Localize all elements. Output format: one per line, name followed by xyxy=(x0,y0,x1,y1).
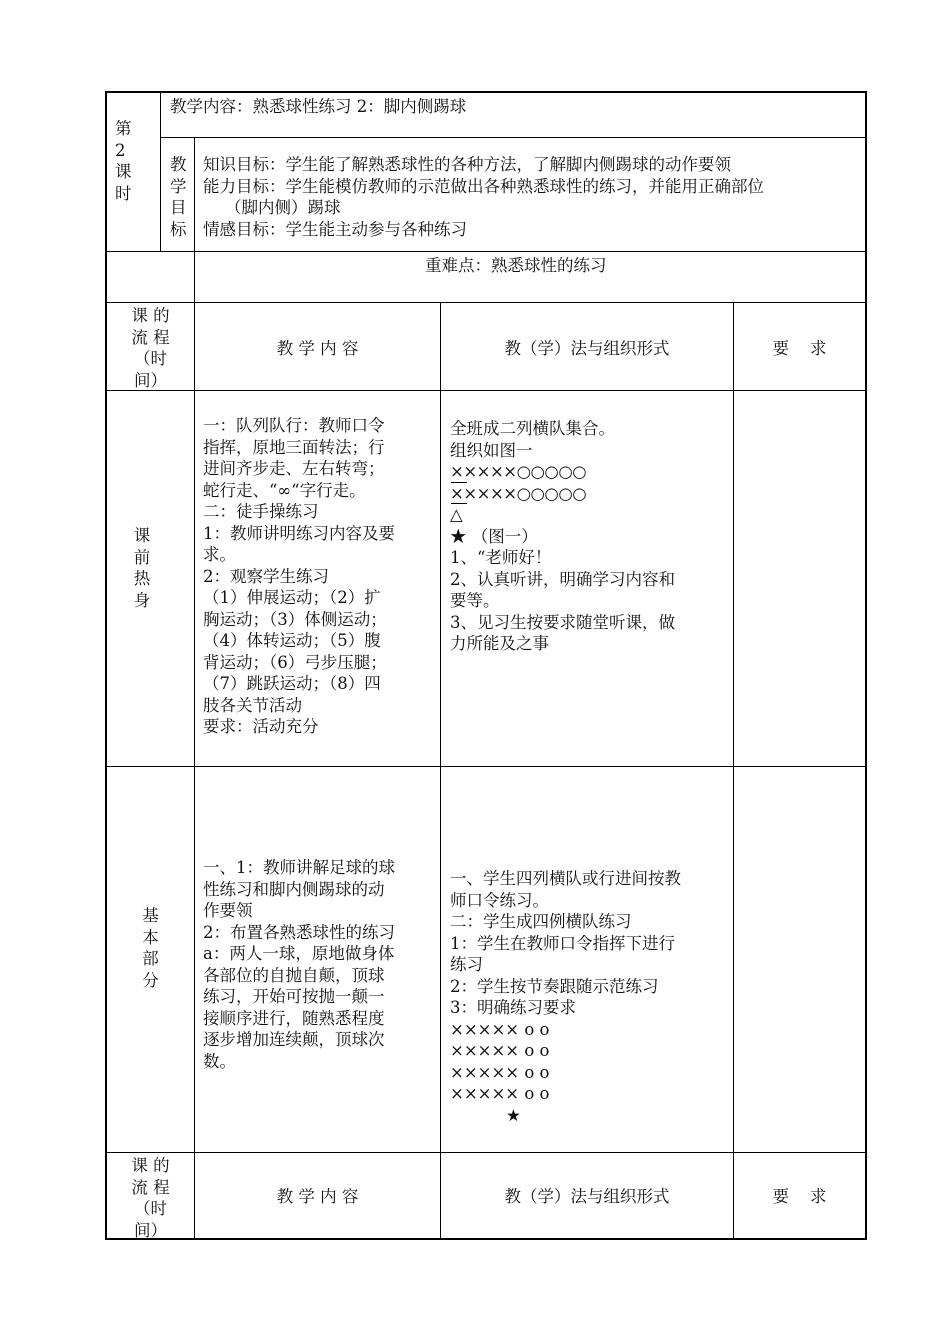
grid-line xyxy=(733,302,734,1239)
table-border-right xyxy=(865,91,867,1240)
column-process-header: 课 的 流 程 （时 间） xyxy=(131,306,170,390)
grid-line xyxy=(194,302,195,1239)
objectives-list xyxy=(203,154,764,240)
table-border-bottom xyxy=(105,1238,867,1240)
lesson-content-title: 教学内容：熟悉球性练习 2：脚内侧踢球 xyxy=(170,97,467,116)
formation-row: ××××× o o xyxy=(450,1019,550,1039)
figure-caption: ★ （图一） xyxy=(450,526,538,546)
column-content-header-repeat: 教 学 内 容 xyxy=(276,1187,359,1206)
grid-line xyxy=(105,302,866,303)
column-requirement-header-repeat: 要 求 xyxy=(772,1187,827,1206)
main-label: 基 本 部 分 xyxy=(142,906,159,990)
column-method-header-repeat: 教（学）法与组织形式 xyxy=(504,1187,670,1206)
objective-ability: 能力目标：学生能模仿教师的示范做出各种熟悉球性的练习，并能用正确部位 xyxy=(203,176,764,196)
column-requirement-header: 要 求 xyxy=(772,339,827,358)
formation-underline xyxy=(451,503,467,504)
lesson-number-label: 第 2 课 时 xyxy=(115,119,132,203)
table-border-left xyxy=(105,91,107,1240)
warmup-content: 一：队列队行：教师口令 指挥，原地三面转法；行 进间齐步走、左右转弯； 蛇行走、“∞“字行走。 二：徒手操练习 1：教师讲明练习内容及要 求。 2：观察学生练习 （1）伸展运动；（2）扩 胸运动；（3）体侧运动； （4）体转运动；（5）腹 背运动；（6）弓步压腿； （7）跳跃运动；（8）四 肢各关节活动 要求：活动充分 xyxy=(203,416,395,736)
grid-line xyxy=(194,137,195,302)
objective-emotion: 情感目标：学生能主动参与各种练习 xyxy=(203,219,467,239)
column-method-header: 教（学）法与组织形式 xyxy=(504,339,670,358)
column-content-header: 教 学 内 容 xyxy=(276,339,359,358)
warmup-method: 全班成二列横队集合。 组织如图一 ×××××○○○○○ ×××××○○○○○ △ ★ （图一） 1、“老师好！ 2、认真听讲，明确学习内容和 要等。 3、见习生按要求随堂听课，做 力所能及之事 xyxy=(450,419,675,653)
formation-underline xyxy=(451,482,467,483)
grid-line xyxy=(105,251,866,252)
column-process-header-repeat: 课 的 流 程 （时 间） xyxy=(131,1156,170,1240)
objective-knowledge: 知识目标：学生能了解熟悉球性的各种方法，了解脚内侧踢球的动作要领 xyxy=(203,155,731,174)
grid-line xyxy=(105,390,866,391)
table-border-top xyxy=(105,91,867,93)
grid-line xyxy=(440,302,441,1239)
grid-line xyxy=(160,137,866,138)
main-method: 一、学生四列横队或行进间按教 师口令练习。 二：学生成四例横队练习 1：学生在教师口令指挥下进行 练习 2：学生按节奏跟随示范练习 3：明确练习要求 ××××× o o ××××× o o ××××× o o ××××× o o ★ xyxy=(450,869,681,1125)
main-content: 一、1：教师讲解足球的球 性练习和脚内侧踢球的动 作要领 2：布置各熟悉球性的练习 a：两人一球，原地做身体 各部位的自抛自颠，顶球 练习，开始可按抛一颠一 接顺序进行，随熟悉程度 逐步增加连续颠，顶球次 数。 xyxy=(203,858,395,1071)
grid-line xyxy=(105,1152,866,1153)
formation-row: ××××× o o xyxy=(450,1041,550,1060)
key-point: 重难点：熟悉球性的练习 xyxy=(425,256,607,275)
formation-row: ××××× o o xyxy=(450,1084,550,1103)
formation-row: ×××××○○○○○ xyxy=(450,462,587,481)
objectives-label: 教 学 目 标 xyxy=(170,155,187,239)
objective-ability-cont: （脚内侧）踢球 xyxy=(225,198,341,217)
grid-line xyxy=(160,91,161,251)
formation-row: ××××× o o xyxy=(450,1062,550,1082)
formation-row: ×××××○○○○○ xyxy=(450,483,587,503)
formation-teacher-mark: △ xyxy=(450,505,463,524)
grid-line xyxy=(105,766,866,767)
teacher-star: ★ xyxy=(506,1105,521,1125)
warmup-label: 课 前 热 身 xyxy=(133,526,151,610)
